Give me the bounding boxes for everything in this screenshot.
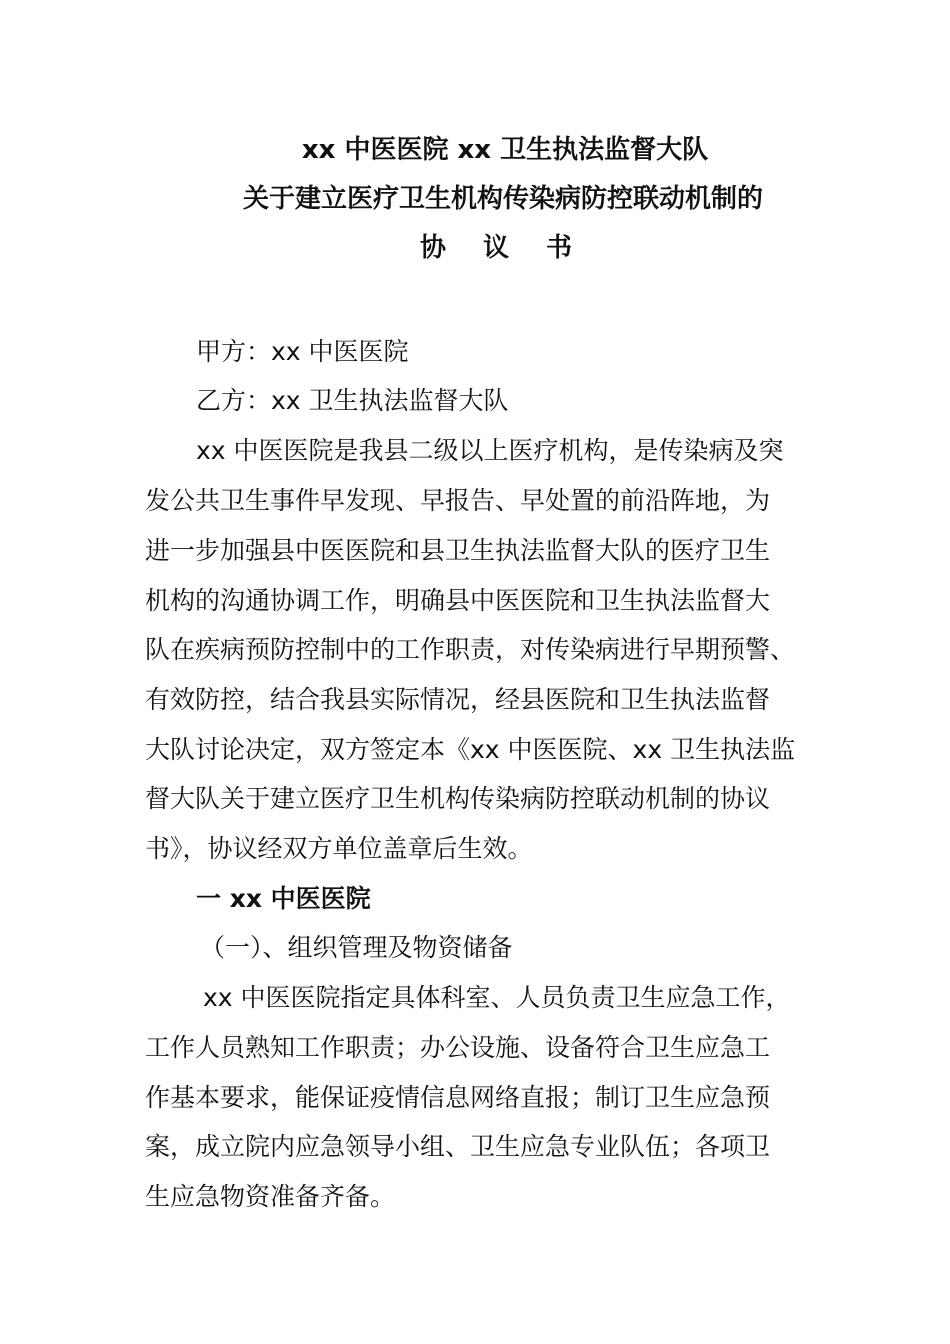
party-a: 甲方：xx 中医医院 [196, 337, 409, 366]
intro-line: 机构的沟通协调工作，明确县中医医院和卫生执法监督大 [145, 586, 771, 615]
intro-line: 有效防控，结合我县实际情况，经县医院和卫生执法监督 [145, 685, 771, 714]
intro-line: 书》，协议经双方单位盖章后生效。 [145, 834, 533, 863]
intro-line: 进一步加强县中医医院和县卫生执法监督大队的医疗卫生 [145, 536, 771, 565]
subsection-line: 生应急物资准备齐备。 [145, 1182, 396, 1211]
intro-line: 督大队关于建立医疗卫生机构传染病防控联动机制的协议 [145, 784, 771, 813]
subsection-heading: （一）、组织管理及物资储备 [200, 933, 513, 962]
document-title-line-1: xx 中医医院 xx 卫生执法监督大队 [301, 135, 709, 165]
document-title-line-3: 协 议 书 [419, 233, 587, 263]
subsection-line: xx 中医医院指定具体科室、人员负责卫生应急工作， [203, 983, 791, 1012]
subsection-line: 工作人员熟知工作职责；办公设施、设备符合卫生应急工 [145, 1033, 771, 1062]
subsection-line: 作基本要求，能保证疫情信息网络直报；制订卫生应急预 [145, 1083, 771, 1112]
party-b: 乙方：xx 卫生执法监督大队 [196, 386, 509, 415]
intro-line: 发公共卫生事件早发现、早报告、早处置的前沿阵地，为 [145, 486, 771, 515]
intro-line: 大队讨论决定，双方签定本《xx 中医医院、xx 卫生执法监 [145, 735, 796, 764]
subsection-line: 案，成立院内应急领导小组、卫生应急专业队伍；各项卫 [145, 1132, 771, 1161]
document-title-line-2: 关于建立医疗卫生机构传染病防控联动机制的 [242, 184, 763, 214]
section-heading: 一 xx 中医医院 [196, 884, 371, 913]
intro-line: xx 中医医院是我县二级以上医疗机构，是传染病及突 [196, 436, 784, 465]
intro-line: 队在疾病预防控制中的工作职责，对传染病进行早期预警、 [145, 635, 796, 664]
